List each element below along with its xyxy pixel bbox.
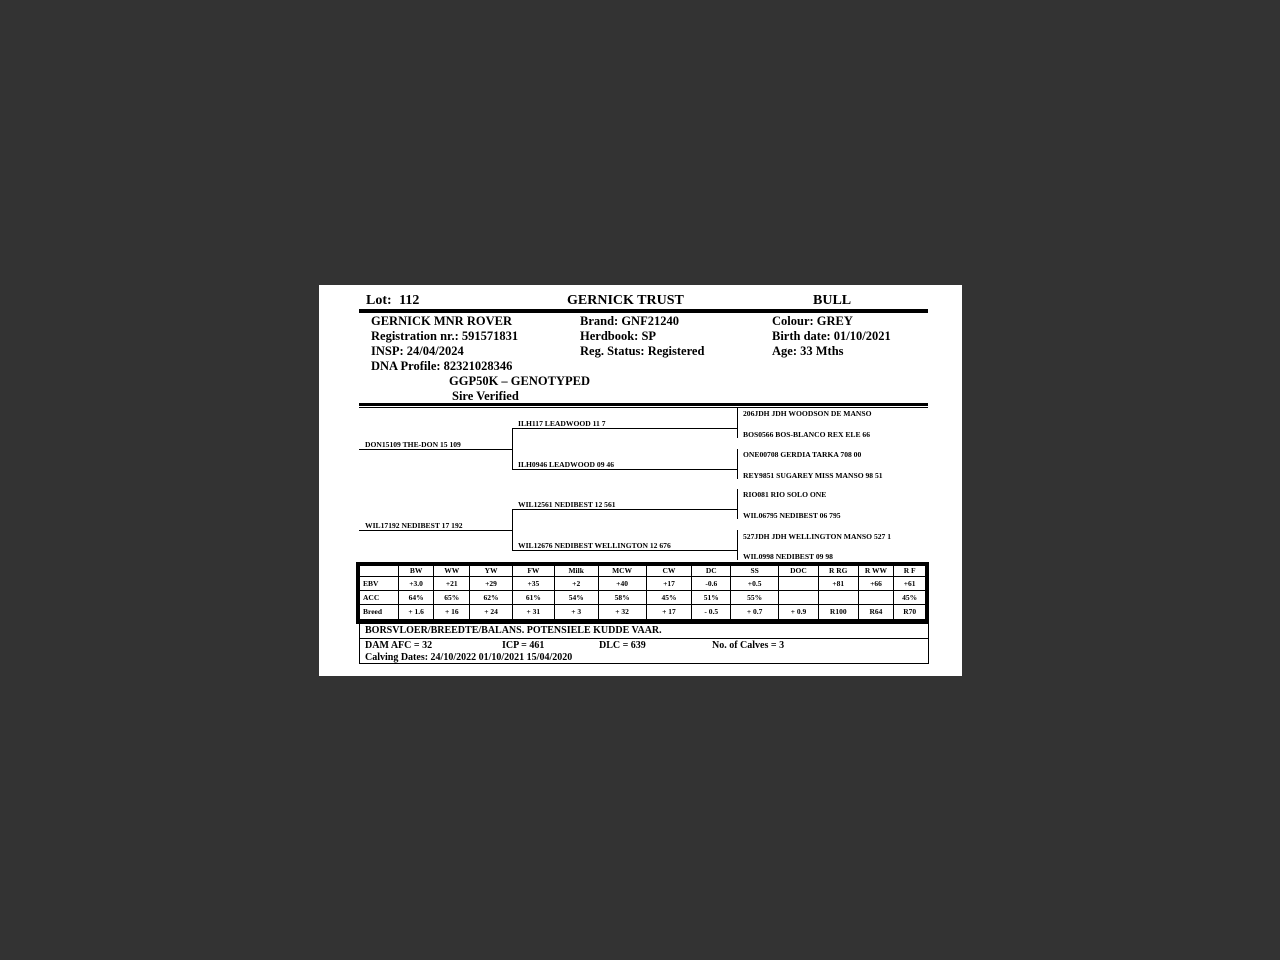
pedigree-line: [512, 550, 737, 551]
pedigree-line: [512, 469, 737, 470]
pedigree-connector: [737, 408, 738, 438]
breed-cell: + 32: [598, 605, 646, 620]
acc-cell: 54%: [554, 591, 598, 605]
acc-cell: 58%: [598, 591, 646, 605]
ebv-header-cell: R WW: [858, 566, 894, 577]
ebv-header-cell: R F: [894, 566, 926, 577]
pedigree-dam: WIL17192 NEDIBEST 17 192: [365, 521, 463, 530]
ebv-cell: +0.5: [731, 577, 779, 591]
ebv-row: [360, 577, 926, 591]
pedigree-connector: [737, 489, 738, 519]
breed-cell: - 0.5: [692, 605, 731, 620]
herdbook: Herdbook: SP: [580, 329, 657, 343]
remarks-text: BORSVLOER/BREEDTE/BALANS. POTENSIELE KUDDE VAAR.: [365, 625, 662, 636]
acc-cell: 64%: [398, 591, 434, 605]
reg-status: Reg. Status: Registered: [580, 344, 705, 358]
acc-cell: 45%: [894, 591, 926, 605]
header-rule: [359, 309, 928, 313]
ebv-header-cell: SS: [731, 566, 779, 577]
breed-cell: + 16: [434, 605, 470, 620]
acc-cell: 61%: [512, 591, 554, 605]
ebv-cell: +66: [858, 577, 894, 591]
acc-cell: 55%: [731, 591, 779, 605]
acc-cell: [858, 591, 894, 605]
remarks-divider: [360, 638, 928, 639]
pedigree-g3-5: RIO081 RIO SOLO ONE: [743, 490, 827, 499]
lot-label: Lot:: [366, 293, 392, 308]
no-of-calves: No. of Calves = 3: [712, 640, 785, 651]
lot-number: 112: [399, 293, 420, 308]
dna-profile: DNA Profile: 82321028346: [371, 359, 513, 373]
breed-row: [360, 605, 926, 620]
breed-cell: R64: [858, 605, 894, 620]
ebv-cell: +2: [554, 577, 598, 591]
pedigree-dam-sire: WIL12561 NEDIBEST 12 561: [518, 500, 616, 509]
ebv-header-cell: DC: [692, 566, 731, 577]
breed-cell: R100: [818, 605, 858, 620]
ebv-table-frame: [356, 562, 929, 624]
acc-row: [360, 591, 926, 605]
breed-cell: R70: [894, 605, 926, 620]
pedigree-line: [512, 509, 737, 510]
breed-cell: + 1.6: [398, 605, 434, 620]
ebv-header-row: [360, 566, 926, 577]
acc-cell: 45%: [646, 591, 692, 605]
info-rule: [359, 403, 928, 406]
lot-card: [319, 285, 962, 676]
pedigree-g3-8: WIL0998 NEDIBEST 09 98: [743, 552, 833, 561]
breed-cell: + 17: [646, 605, 692, 620]
dlc: DLC = 639: [599, 640, 646, 651]
pedigree-sire: DON15109 THE-DON 15 109: [365, 440, 461, 449]
birth-date: Birth date: 01/10/2021: [772, 329, 891, 343]
ebv-row-label: EBV: [360, 577, 399, 591]
inspection-date: INSP: 24/04/2024: [371, 344, 464, 358]
pedigree-connector: [512, 428, 513, 469]
ebv-table: [359, 565, 926, 620]
ebv-header-cell: DOC: [779, 566, 819, 577]
ebv-cell: +29: [470, 577, 513, 591]
ebv-cell: +40: [598, 577, 646, 591]
acc-cell: 65%: [434, 591, 470, 605]
pedigree-g3-6: WIL06795 NEDIBEST 06 795: [743, 511, 841, 520]
acc-cell: [779, 591, 819, 605]
pedigree-g3-4: REY9851 SUGAREY MISS MANSO 98 51: [743, 471, 883, 480]
ebv-cell: +35: [512, 577, 554, 591]
ebv-cell: +21: [434, 577, 470, 591]
animal-name: GERNICK MNR ROVER: [371, 314, 512, 328]
acc-cell: 51%: [692, 591, 731, 605]
brand: Brand: GNF21240: [580, 314, 679, 328]
acc-cell: 62%: [470, 591, 513, 605]
pedigree-line: [512, 428, 737, 429]
ebv-cell: +17: [646, 577, 692, 591]
breed-row-label: Breed: [360, 605, 399, 620]
owner-title: GERNICK TRUST: [567, 293, 684, 308]
breed-cell: + 31: [512, 605, 554, 620]
ebv-header-cell: CW: [646, 566, 692, 577]
pedigree-sire-sire: ILH117 LEADWOOD 11 7: [518, 419, 606, 428]
dam-afc: DAM AFC = 32: [365, 640, 433, 651]
ebv-header-cell: Milk: [554, 566, 598, 577]
ebv-header-cell: WW: [434, 566, 470, 577]
genotype-status: GGP50K – GENOTYPED: [449, 374, 590, 388]
pedigree-g3-3: ONE00708 GERDIA TARKA 708 00: [743, 450, 862, 459]
pedigree-g3-1: 206JDH JDH WOODSON DE MANSO: [743, 409, 872, 418]
acc-cell: [818, 591, 858, 605]
pedigree-g3-2: BOS0566 BOS-BLANCO REX ELE 66: [743, 430, 871, 439]
pedigree-connector: [512, 509, 513, 550]
ebv-cell: +81: [818, 577, 858, 591]
ebv-cell: +61: [894, 577, 926, 591]
registration-number: Registration nr.: 591571831: [371, 329, 519, 343]
icp: ICP = 461: [502, 640, 545, 651]
breed-cell: + 24: [470, 605, 513, 620]
pedigree-dam-dam: WIL12676 NEDIBEST WELLINGTON 12 676: [518, 541, 671, 550]
info-rule-thin: [359, 407, 928, 408]
calving-dates: Calving Dates: 24/10/2022 01/10/2021 15/04/2020: [365, 652, 573, 663]
age: Age: 33 Mths: [772, 344, 844, 358]
colour: Colour: GREY: [772, 314, 853, 328]
ebv-header-cell: MCW: [598, 566, 646, 577]
ebv-header-cell: [360, 566, 399, 577]
lot-label-group: [366, 293, 419, 309]
pedigree-sire-dam: ILH0946 LEADWOOD 09 46: [518, 460, 614, 469]
pedigree-connector: [737, 530, 738, 560]
ebv-header-cell: BW: [398, 566, 434, 577]
ebv-cell: -0.6: [692, 577, 731, 591]
breed-cell: + 0.9: [779, 605, 819, 620]
breed-cell: + 0.7: [731, 605, 779, 620]
pedigree-line: [359, 530, 512, 531]
ebv-header-cell: FW: [512, 566, 554, 577]
breed-cell: + 3: [554, 605, 598, 620]
sire-verified: Sire Verified: [452, 389, 519, 403]
ebv-header-cell: R RG: [818, 566, 858, 577]
pedigree-line: [359, 449, 512, 450]
remarks-box: [359, 623, 929, 664]
animal-type: BULL: [813, 293, 852, 308]
pedigree-connector: [737, 449, 738, 479]
ebv-cell: +3.0: [398, 577, 434, 591]
ebv-cell: [779, 577, 819, 591]
ebv-header-cell: YW: [470, 566, 513, 577]
acc-row-label: ACC: [360, 591, 399, 605]
pedigree-g3-7: 527JDH JDH WELLINGTON MANSO 527 1: [743, 532, 892, 541]
